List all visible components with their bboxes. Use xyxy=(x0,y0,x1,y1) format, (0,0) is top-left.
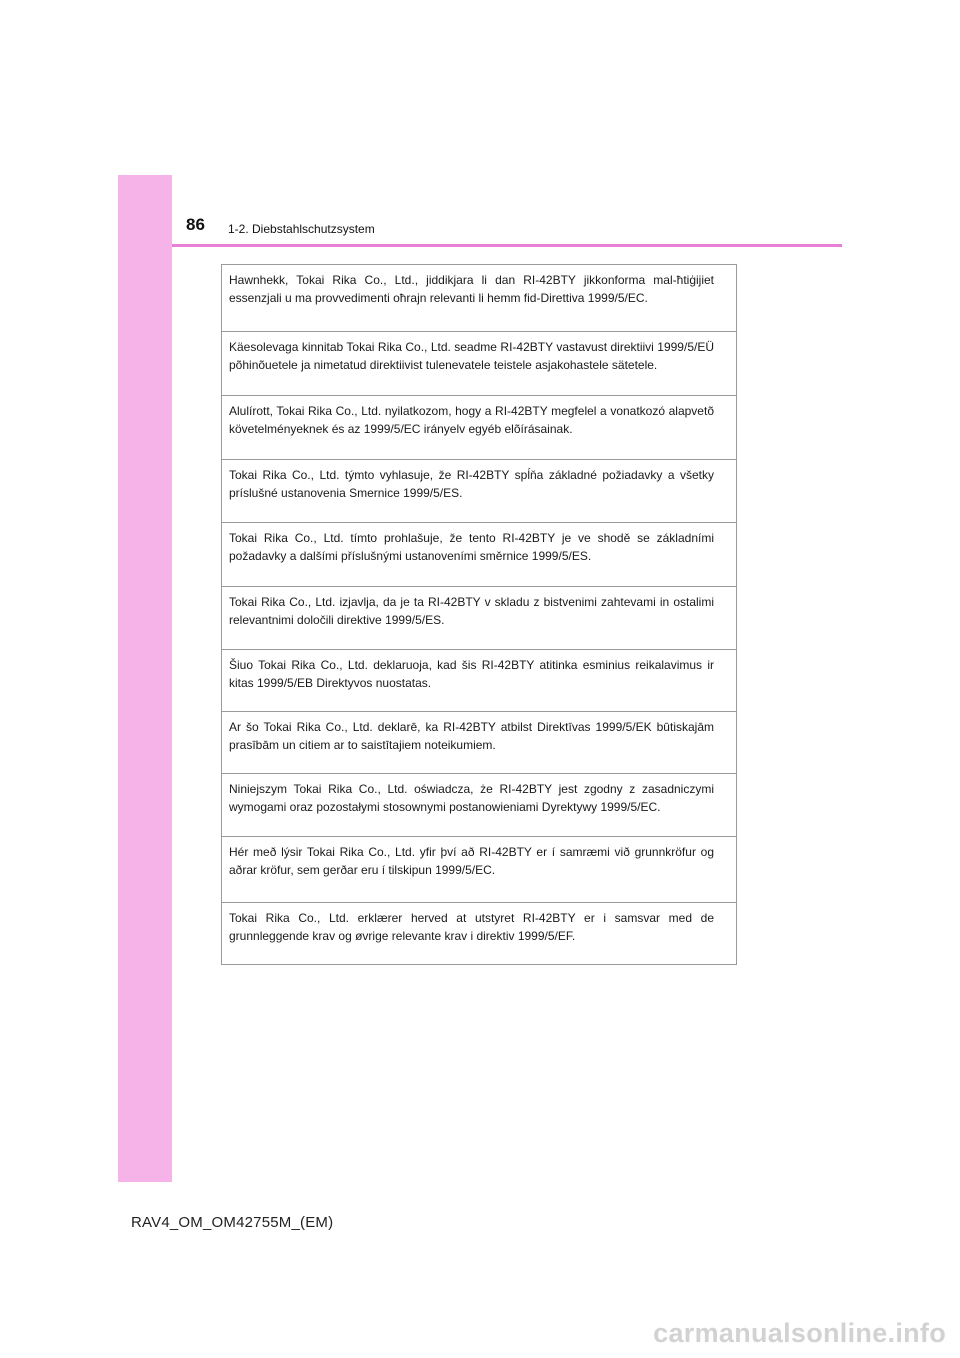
chapter-side-band xyxy=(118,175,172,1182)
declaration-text: Šiuo Tokai Rika Co., Ltd. deklaruoja, kad šis RI-42BTY atitinka esminius reikalavimus ir kitas 1999/5/EB Direktyvos nuostatas. xyxy=(229,658,714,690)
declaration-row-estonian xyxy=(222,332,736,396)
declaration-table xyxy=(221,264,737,965)
declaration-row-maltese xyxy=(222,265,736,332)
declaration-row-norwegian xyxy=(222,903,736,964)
document-code: RAV4_OM_OM42755M_(EM) xyxy=(131,1214,334,1231)
declaration-text: Ar šo Tokai Rika Co., Ltd. deklarē, ka RI-42BTY atbilst Direktīvas 1999/5/EK būtiskajām prasībām un citiem ar to saistītajiem noteikumiem. xyxy=(229,720,714,752)
declaration-text: Niniejszym Tokai Rika Co., Ltd. oświadcza, że RI-42BTY jest zgodny z zasadniczymi wymogami oraz pozostałymi stosownymi postanowieniami Dyrektywy 1999/5/EC. xyxy=(229,782,714,814)
section-title: 1-2. Diebstahlschutzsystem xyxy=(228,222,375,236)
declaration-text: Käesolevaga kinnitab Tokai Rika Co., Ltd. seadme RI-42BTY vastavust direktiivi 1999/5/EÜ põhinõuetele ja nimetatud direktiivist tulenevatele teistele asjakohastele sätetele. xyxy=(229,340,714,372)
declaration-row-latvian xyxy=(222,712,736,774)
declaration-row-polish xyxy=(222,774,736,837)
declaration-text: Tokai Rika Co., Ltd. týmto vyhlasuje, že RI-42BTY spĺňa základné požiadavky a všetky príslušné ustanovenia Smernice 1999/5/ES. xyxy=(229,468,714,500)
declaration-row-slovenian xyxy=(222,587,736,650)
header-divider xyxy=(172,244,842,247)
declaration-row-hungarian xyxy=(222,396,736,460)
site-watermark: carmanualsonline.info xyxy=(653,1318,946,1348)
declaration-text: Tokai Rika Co., Ltd. erklærer herved at utstyret RI-42BTY er i samsvar med de grunnleggende krav og øvrige relevante krav i direktiv 1999/5/EF. xyxy=(229,911,714,943)
declaration-row-icelandic xyxy=(222,837,736,903)
declaration-text: Hawnhekk, Tokai Rika Co., Ltd., jiddikjara li dan RI-42BTY jikkonforma mal-ħtiġijiet essenzjali u ma provvedimenti oħrajn relevanti li hemm fid-Direttiva 1999/5/EC. xyxy=(229,273,714,305)
declaration-text: Alulírott, Tokai Rika Co., Ltd. nyilatkozom, hogy a RI-42BTY megfelel a vonatkozó alapvetõ követelményeknek és az 1999/5/EC irányelv egyéb elõírásainak. xyxy=(229,404,714,436)
declaration-text: Tokai Rika Co., Ltd. izjavlja, da je ta RI-42BTY v skladu z bistvenimi zahtevami in ostalimi relevantnimi določili direktive 1999/5/ES. xyxy=(229,595,714,627)
declaration-text: Hér með lýsir Tokai Rika Co., Ltd. yfir því að RI-42BTY er í samræmi við grunnkröfur og aðrar kröfur, sem gerðar eru í tilskipun 1999/5/EC. xyxy=(229,845,714,877)
page-number: 86 xyxy=(186,215,205,234)
declaration-row-lithuanian xyxy=(222,650,736,712)
declaration-row-czech xyxy=(222,523,736,587)
declaration-text: Tokai Rika Co., Ltd. tímto prohlašuje, že tento RI-42BTY je ve shodě se základními požadavky a dalšími příslušnými ustanoveními směrnice 1999/5/ES. xyxy=(229,531,714,563)
declaration-row-slovak xyxy=(222,460,736,523)
